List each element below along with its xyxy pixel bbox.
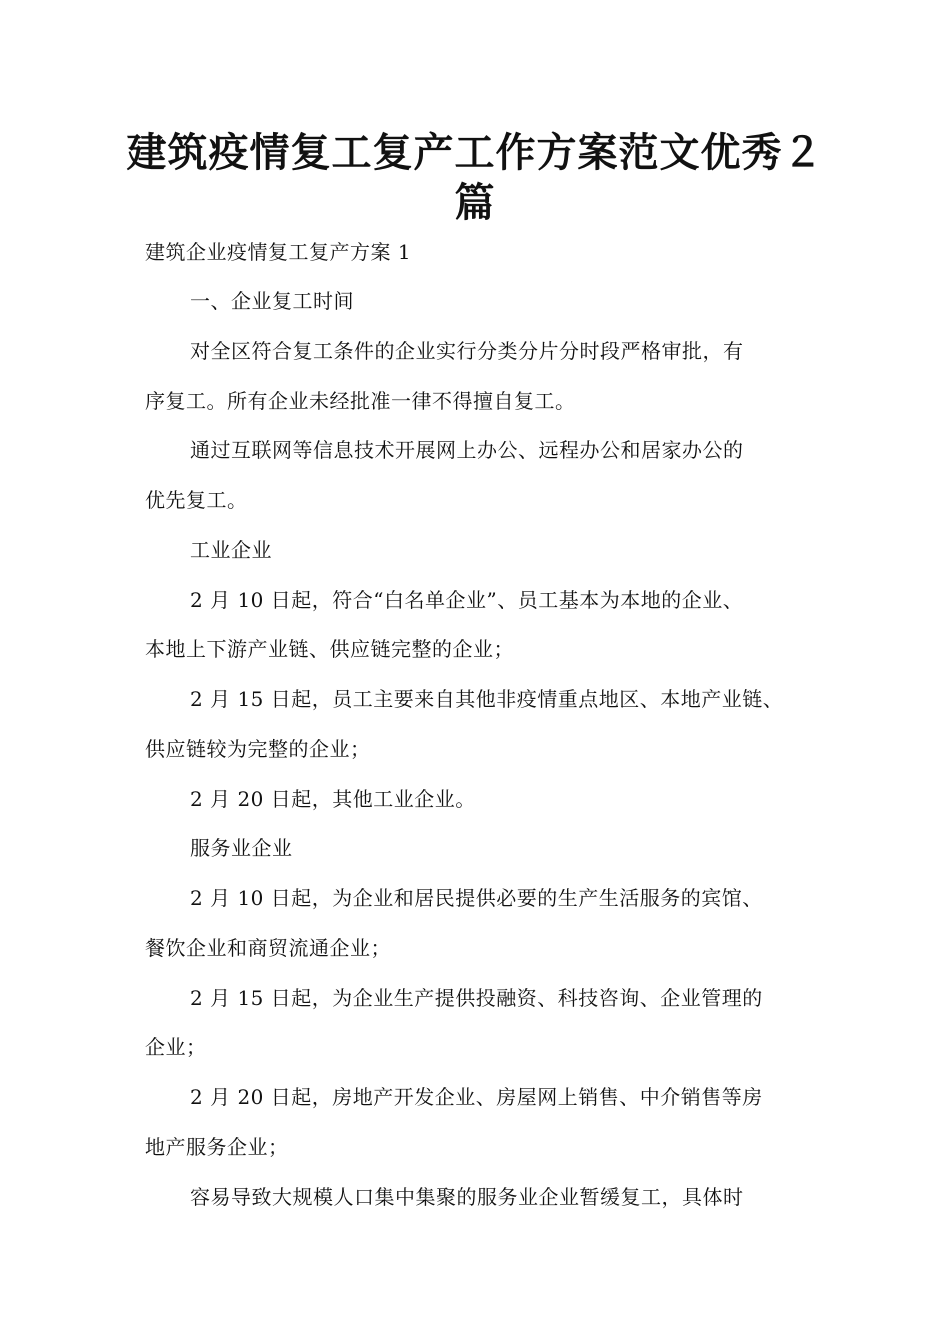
paragraph-line: 2 月 20 日起，房地产开发企业、房屋网上销售、中介销售等房 bbox=[190, 1085, 763, 1109]
paragraph-line: 容易导致大规模人口集中集聚的服务业企业暂缓复工，具体时 bbox=[190, 1185, 744, 1209]
paragraph-line: 2 月 15 日起，为企业生产提供投融资、科技咨询、企业管理的 bbox=[190, 986, 763, 1010]
paragraph-line: 本地上下游产业链、供应链完整的企业； bbox=[145, 637, 514, 661]
title-line-1: 建筑疫情复工复产工作方案范文优秀２ bbox=[126, 130, 824, 176]
section-heading: 建筑企业疫情复工复产方案 1 bbox=[145, 240, 412, 264]
category-heading: 工业企业 bbox=[190, 538, 272, 562]
category-heading: 服务业企业 bbox=[190, 836, 293, 860]
document-title bbox=[120, 128, 830, 228]
title-line-2: 篇 bbox=[454, 180, 496, 226]
paragraph-line: 2 月 10 日起，符合“白名单企业”、员工基本为本地的企业、 bbox=[190, 588, 744, 612]
paragraph-line: 2 月 20 日起，其他工业企业。 bbox=[190, 787, 476, 811]
paragraph-line: 地产服务企业； bbox=[145, 1135, 289, 1159]
paragraph-line: 企业； bbox=[145, 1035, 207, 1059]
paragraph-line: 优先复工。 bbox=[145, 488, 248, 512]
paragraph-line: 2 月 10 日起，为企业和居民提供必要的生产生活服务的宾馆、 bbox=[190, 886, 763, 910]
paragraph-line: 餐饮企业和商贸流通企业； bbox=[145, 936, 391, 960]
paragraph-line: 供应链较为完整的企业； bbox=[145, 737, 371, 761]
paragraph-line: 序复工。所有企业未经批准一律不得擅自复工。 bbox=[145, 389, 576, 413]
subsection-heading: 一、企业复工时间 bbox=[190, 289, 354, 313]
paragraph-line: 对全区符合复工条件的企业实行分类分片分时段严格审批，有 bbox=[190, 339, 744, 363]
paragraph-line: 通过互联网等信息技术开展网上办公、远程办公和居家办公的 bbox=[190, 438, 744, 462]
paragraph-line: 2 月 15 日起，员工主要来自其他非疫情重点地区、本地产业链、 bbox=[190, 687, 784, 711]
